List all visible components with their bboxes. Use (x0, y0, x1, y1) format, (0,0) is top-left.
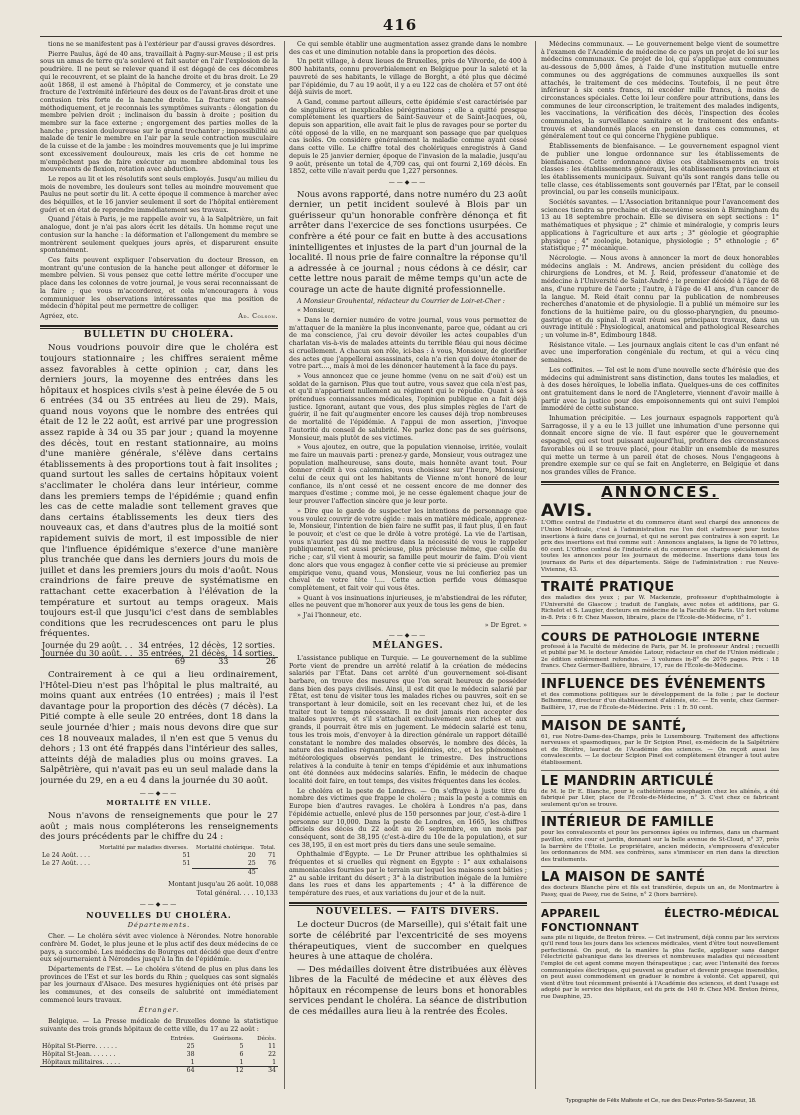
cell: 12 décès, (189, 640, 228, 650)
advertisement (541, 628, 779, 674)
table-total-row (40, 868, 278, 876)
paragraph: Nous voudrions pouvoir dire que le choléra est toujours stationnaire ; les chiffres seraient même assez favorables à cette opinion ; car, dans les derniers jours, la moyenne des entrées dans les hôpitaux et hospices civils s'est à peine élevée de 5 ou 6 entrées (34 ou 35 entrées au lieu de 29). Mais, quand nous voyons que le nombre des entrées qui était de 12 le 22 août, est arrivé par une progression assez rapide à 34 ou 35 par jour ; quand la moyenne des décès, tout en restant stationnaire, au moins d'une manière générale, s'élève dans certains établissements à des proportions tout à fait insolites ; quand surtout les salles de certains hôpitaux voient s'acclimater le choléra dans leur intérieur, comme dans les premiers temps de l'épidémie ; quand enfin les cas de cette maladie sont tellement graves que dans certains établissements les deux tiers des nouveaux cas, et dans d'autres plus de la moitié sont rapidement suivis de mort, il est impossible de nier que l'influence épidémique s'exerce d'une manière plus tranchée que dans les derniers jours du mois de juillet et dans les premiers jours du mois d'août. Nous craindrions de faire preuve de systématisme en rattachant cette exacerbation à l'élévation de la température et surtout au temps orageux. Mais toujours est-il que jusqu'ici c'est dans de semblables conditions que les recrudescences ont paru le plus fréquentes. (40, 343, 278, 640)
mortality-total: Total général. . . . 10,133 (196, 889, 278, 898)
cell: 22 (268, 1050, 276, 1058)
cell: 21 décès, (189, 648, 228, 658)
paragraph: Le choléra et la peste de Londres. — On s'effraye à juste titre du nombre des victimes que frappe le choléra ; mais la peste a commis en Europe bien d'autres ravages. Le choléra à Londres n'a pas, dans l'épidémie actuelle, enlevé plus de 150 personnes par jour, c'est-à-dire 1 personne sur 10,000. Dans la peste de Londres, en 1665, les chiffres officiels des décès du 22 août au 26 septembre, en un mois par conséquent, sont de 38,195 (c'est-à-dire du 10e de la population), et sur ces 38,195, il en est mort près du tiers dans une seule semaine. (289, 786, 527, 849)
ad-text: 61, rue Notre-Dame-des-Champs, près le Luxembourg. Traitement des affections nerveuses et spasmodiques, par le Dr Scipion Pinel, ex-médecin de la Salpêtrière et de Bicêtre, lauréat de l'Académie des sciences. — On reçoit aussi les convalescents. — Le docteur Scipion Pinel est complètement étranger à tout autre établissement. (541, 733, 779, 767)
paragraph: Nous n'avons de renseignements que pour le 27 août ; mais nous compléterons les renseignements des jours précédents par le chiffre du 24 : (40, 810, 278, 843)
column-2 (289, 41, 527, 1091)
table-row (40, 1051, 278, 1059)
paragraph: — Des médailles doivent être distribuées aux élèves libres de la Faculté de médecine et aux élèves des hôpitaux en récompense de leurs bons et honorables services pendant le choléra. La séance de distribution de ces médailles aura lieu à la rentrée des Écoles. (289, 964, 527, 1018)
paragraph: Le docteur Ducros (de Marseille), qui s'était fait une sorte de célébrité par l'excentricité de ses moyens thérapeutiques, vient de succomber en quelques heures à une attaque de choléra. (289, 920, 527, 963)
advertisement (541, 814, 779, 867)
paragraph: Sociétés savantes. — L'Association britannique pour l'avancement des sciences tiendra sa prochaine et dix-neuvième session à Birmingham du 13 au 18 septembre prochain. Elle se divisera en sept sections : 1° mathématiques et physique ; 2° chimie et minéralogie, y compris leurs applications à l'agriculture et aux arts ; 3° géologie et géographie physique ; 4° zoologie, botanique, physiologie ; 5° ethnologie ; 6° statistique ; 7° mécanique. (541, 198, 779, 253)
paragraph: Cher. — Le choléra sévit avec violence à Nérondes. Notre honorable confrère M. Godet, le plus jeune et le plus actif des deux médecins de ce pays, a succombé. Les médecins de Bourges ont décidé que deux d'entre eux séjourneraient à Nérondes jusqu'à la fin de l'épidémie. (40, 932, 278, 964)
cell: 51 (182, 852, 191, 860)
cell: 14 sorties. (232, 648, 276, 658)
subsection-subtitle: Départements. (127, 921, 191, 930)
ad-text: des maladies des yeux ; par W. Mackenzie, professeur d'ophthalmologie à l'Université de Glascow ; traduit de l'anglais, avec notes et additions, par G. Richelot et S. Laugier, docteurs en médecine de la Faculté de Paris. Un fort volume in-8. Prix : 6 fr. Chez Masson, libraire, place de l'École-de-Médecine, n° 1. (541, 595, 779, 621)
paragraph: » J'ai l'honneur, etc. (297, 611, 362, 620)
paragraph: Pierre Paulus, âgé de 40 ans, travaillait à Pagny-sur-Meuse ; il est pris sous un amas de terre qu'a soulevé et fait sauter en l'air l'explosion de la poudrière. Il ne peut se relever quand il est dégagé de ces décombres qui le recouvrent, et se plaint de la hanche droite et du bras droit. Le 29 août 1868, il est amené à l'hôpital de Commercy, et je constate une fracture de l'extrémité inférieure des deux os de l'avant-bras droit et une contusion très forte de la hanche droite. La fracture est pansée méthodiquement, et je reconnais les symptômes suivants : élongation du membre pelvien droit ; inclinaison du bassin à droite ; position du membre sur la face externe ; engorgement des parties molles de la hanche ; pression douloureuse sur le grand trochanter ; impossibilité au malade de tenir le membre en l'air par la seule contraction musculaire de la cuisse et de la jambe : les moindres mouvements que je lui imprime sont excessivement douloureux, mais les cris de cet homme ne m'empêchent pas de faire exécuter au membre abdominal tous les mouvements de flexion, rotation avec abduction. (40, 49, 278, 174)
column-1 (40, 41, 278, 1091)
cell: Le 24 Août. . . . (42, 852, 91, 860)
paragraph: Ces faits peuvent expliquer l'observation du docteur Bresson, en montrant qu'une contusion de la hanche peut allonger et déformer le membre pelvien. Si vous pensez que cette lettre mérite d'occuper une place dans les colonnes de votre journal, je vous serai reconnaissant de la faire ; que vous m'accorderez, et cela m'encouragera à vous communiquer les observations intéressantes que ma position de médecin d'hôpital peut me permettre de colliger. (40, 255, 278, 311)
advertisement (541, 676, 779, 716)
paragraph: L'assistance publique en Turquie. — Le gouvernement de la sublime Porte vient de prendre un arrêté relatif à la création de médecins salariés par l'État. Dans cet arrêté d'un gouvernement soi-disant barbare, on trouve des mesures que l'on serait heureux de posséder dans bien des pays civilisés. Ainsi, il est dit que le médecin salarié par l'État, est tenu de visiter tous les malades riches ou pauvres, soit en se transportant à leur domicile, soit en les recevant chez lui, et de les traiter tout le temps nécessaire. Il ne doit jamais rien accepter des malades pauvres, et s'il s'attachait exclusivement aux riches et aux grands, il pourrait être mis en jugement. Le médecin salarié est tenu, tous les trois mois, d'envoyer à la direction générale un rapport détaillé constatant le nombre des malades observés, le nombre des décès, la nature des maladies régnantes, les épidémies, etc., et les phénomènes météorologiques observés pendant le trimestre. Des instructions relatives à la conduite à tenir en temps d'épidémie et aux inhumations ont été données aux médecins salariés. Enfin, le médecin de chaque localité doit faire, en tout temps, des visites fréquentes dans les écoles. (289, 653, 527, 786)
cell: 64 (186, 1067, 195, 1075)
sign-author: Ad. Colson. (238, 311, 278, 320)
paragraph: » Dans le dernier numéro de votre journal, vous vous permettez de m'attaquer de la manière la plus inconvenante, parce que, cédant au cri de ma conscience, j'ai cru devoir dévoiler les actes coupables d'un charlatan vis-à-vis de malades atteints du terrible fléau qui nous décime si cruellement. A chacun son rôle, ici-bas : à vous, Monsieur, de glorifier des actes que j'appellerai assassinats, cela n'a rien qui doive étonner de votre part...., mais à moi de les dénoncer hautement à la face du pays. (289, 316, 527, 371)
paragraph: Nous avons rapporté, dans notre numéro du 23 août dernier, un petit incident soulevé à Blois par un guérisseur qu'un honorable confrère dénonça et fit arrêter dans l'exercice de ses fonctions usurpées. Ce confrère a été pour ce fait en butte à des accusations inintelligentes et injustes de la part d'un journal de la localité. Il nous prie de faire connaître la réponse qu'il a adressée à ce journal ; nous cédons à ce désir, car cette lettre nous parait de même temps qu'un acte de courage un acte de haute dignité professionnelle. (289, 189, 527, 295)
ornament-divider: ——◆—— (139, 900, 179, 908)
table-header-row (40, 1036, 278, 1044)
section-title-annonces: ANNONCES. (601, 482, 719, 501)
cell: 25 (247, 860, 256, 868)
cell: Le 27 Août. . . . (42, 860, 91, 868)
paragraph: » Vous annoncez que ce jeune homme (venu on ne sait d'où) est un soldat de la garnison. Plus que tout autre, vous savez que cela n'est pas, et qu'il n'appartient nullement au régiment qui le répudie. Quant à ses prétendues connaissances médicales, l'opinion publique en a fait déjà justice. Ignorant, autant que vous, des plus simples règles de l'art de guérir, il ne fait qu'augmenter encore les causes déjà trop nombreuses de mortalité de l'épidémie. A l'appui de mon assertion, j'invoque l'autorité du conseil de salubrité. Ne parlez donc pas de ses guérisons, Monsieur, mais plutôt de ses victimes. (289, 371, 527, 442)
advertisement (541, 579, 779, 625)
cell: 11 (268, 1043, 276, 1051)
cell: Hôpitaux militaires. . . . . (42, 1058, 121, 1066)
ad-title: INFLUENCE DES ÉVÉNEMENTS (541, 676, 766, 692)
paragraph: Inhumation précipitée. — Les journaux espagnols rapportent qu'à Sarragosse, il y a eu le 13 juillet une inhumation d'une personne qui donnait encore signe de vie. Il faut espérer que le gouvernement espagnol, qui est tout puissant aujourd'hui, profitera des circonstances favorables où il se trouve placé, pour établir un ensemble de mesures qui mette un terme à un pareil état de choses. Nous l'engageons à prendre exemple sur ce qui se fait en Angleterre, en Belgique et dans nos grandes villes de France. (541, 414, 779, 476)
section-rule (40, 325, 278, 329)
paragraph: Un petit village, à deux lieues de Bruxelles, près de Vilvorde, de 400 à 800 habitants, connu proverbialement en Belgique pour la saleté et la pauvreté de ses habitants, le village de Borght, a été plus que décimé par l'épidémie, du 7 au 19 août, il y a eu 122 cas de choléra et 57 ont été déjà suivis de mort. (289, 57, 527, 97)
paragraph: Les coffinites. — Tel est le nom d'une nouvelle secte d'hérésie que des médecins qui administrent sans distinction, dans toutes les maladies, et à des doses héroïques, le lobelia inflata. Quelques-uns de ces coffinites ont gratuitement dans le nord de l'Angleterre, viennent d'avoir maille à partir avec la justice pour des empoisonnements qui ont suivi l'emploi immodéré de cette substance. (541, 365, 779, 413)
ad-title: APPAREIL ÉLECTRO-MÉDICAL FONCTIONNANT (541, 907, 779, 934)
ad-text: professé à la Faculté de médecine de Paris, par M. le professeur Andral ; recueilli et publié par M. le docteur Amédée Latour, rédacteur en chef de l'Union médicale ; 2e édition entièrement refondue. — 3 volumes in-8° de 2076 pages. Prix : 18 francs. Chez Germer-Baillière, libraire, 17, rue de l'École-de-Médecine. (541, 643, 779, 670)
cell: 26 (265, 657, 276, 667)
section-rule (289, 902, 527, 906)
ad-title: LE MANDRIN ARTICULÉ (541, 773, 714, 789)
column-divider (535, 41, 536, 1089)
cell: 45 (192, 868, 257, 876)
column-header: Total. (260, 844, 276, 851)
cell: 34 (268, 1067, 276, 1075)
paragraph: Ophthalmie d'Égypte. — Le Dr Pruner attribue les ophthalmies si fréquentes et si cruelles qui règnent en Égypte : 1° aux exhalaisons ammoniacales fournies par le terrain sur lequel les maisons sont bâties ; 2° au sable irritant du désert ; 3° à la distribution inégale de la lumière dans les rues et dans les appartements ; 4° à la différence de température des rues, et aux variations du jour et de la nuit. (289, 850, 527, 897)
cholera-daily-table (40, 642, 278, 666)
ad-title: MAISON DE SANTÉ, (541, 718, 687, 734)
table-row (40, 650, 278, 658)
subsection-title: MORTALITÉ EN VILLE. (106, 799, 212, 808)
ad-text: sans pile ni liquide, de Breton frères. — Cet instrument, déjà connu par les services qu'il rend tous les jours dans les sciences médicales, vient d'être tout nouvellement perfectionné. On peut, de la manière la plus facile, appliquer sans danger l'électricité galvanique dans les diverses et nombreuses maladies qui nécessitent l'emploi de cet agent comme moyen thérapeutique ; car, avec l'intensité des forces communiquées électriques, qui peuvent se graduer et devenir presque insensibles, on peut aussi commodément en graduer le nombre à volonté. Cet appareil, qui vient d'être tout récemment présenté à l'Académie des sciences, et dont l'usage est adopté par le service des hôpitaux, est du prix de 140 fr. Chez MM. Breton frères, rue Dauphine, 25. (541, 934, 779, 1000)
ad-title: LA MAISON DE SANTÉ (541, 870, 706, 886)
advertisement (541, 718, 779, 771)
paragraph: Contrairement à ce qui a lieu ordinairement, l'Hôtel-Dieu n'est pas l'hôpital le plus maltraité, au moins quant aux entrées (10 entrées) ; mais il l'est davantage pour la proportion des décès (7 décès). La Pitié compte à elle seule 20 entrées, dont 18 dans la seule journée d'hier ; mais nous devons dire que sur ces 18 nouveaux malades, il n'en est que 5 venus du dehors ; 13 ont été frappés dans l'intérieur des salles, atteints déjà de maladies plus ou moins graves. La Salpêtrière, qui n'avait pas eu un seul malade dans la journée du 29, en a eu 4 dans la journée du 30 août. (40, 670, 278, 786)
column-3 (541, 41, 779, 1091)
cell: 33 (218, 657, 229, 667)
table-row (40, 1059, 278, 1067)
letter-signature: » Dr Egret. » (484, 620, 527, 629)
mortality-table (40, 845, 278, 877)
table-total-row (40, 658, 278, 666)
paragraph: Établissements de bienfaisance. — Le gouvernement espagnol vient de publier une longue ordonnance sur les établissements de bienfaisance. Cette ordonnance divise ces établissements en trois classes : les établissements généraux, les établissements provinciaux et les établissements municipaux. Suivant qu'ils sont rangés dans telle ou telle classe, ces établissements sont gouvernés par l'État, par le conseil provincial, ou par les conseils municipaux. (541, 142, 779, 197)
row-label: Journée du 30 août. . . (42, 648, 133, 658)
paragraph: Nécrologie. — Nous avons à annoncer la mort de deux honorables médecins anglais : M. Andrews, ancien président du collège des chirurgiens de Londres, et M. J. Reid, professeur d'anatomie et de médecine à l'Université de Saint-André ; le premier décédé à l'âge de 68 ans, d'une rupture de l'aorte ; l'autre, à l'âge de 41 ans, d'un cancer de la langue. M. Reid était connu par la publication de nombreuses recherches d'anatomie et de physiologie. Il a publié un mémoire sur les fonctions de la huitième paire, ou du glosso-pharyngien, du pneumo-gastrique et du spinal. Il avait réuni ses principaux travaux, dans un ouvrage intitulé : Physiological, anatomical and pathological Researches ; un volume in-8°, Edimbourg 1848. (541, 253, 779, 340)
hospital-table (40, 1036, 278, 1076)
cell: 71 (268, 852, 276, 860)
ad-text: des docteurs Blanche père et fils est transférée, depuis un an, de Montmartre à Passy, quai de Passy, rue de Seine, n° 2 (hors barrière). (541, 885, 779, 898)
cell: 69 (174, 657, 186, 667)
column-header: Entrées. (170, 1035, 195, 1042)
paragraph: Résistance vitale. — Les journaux anglais citent le cas d'un enfant né avec une imperforation congéniale du rectum, et qui a vécu cinq semaines. (541, 340, 779, 365)
advertisement (541, 869, 779, 902)
paragraph: Départements de l'Est. — Le choléra s'étend de plus en plus dans les provinces de l'Est et sur les bords du Rhin ; quelques cas sont signalés par les journaux d'Alsace. Des mesures hygiéniques ont été prises par les communes, et des conseils de salubrité ont immédiatement commencé leurs travaux. (40, 964, 278, 1004)
advertisement (541, 773, 779, 813)
section-title-melanges: MÉLANGES. (372, 641, 444, 652)
ornament-divider: ——◆—— (139, 789, 179, 797)
cell: 38 (186, 1050, 195, 1058)
table-row (40, 1043, 278, 1051)
paragraph: » Quant à vos insinuations injurieuses, je m'abstiendrai de les réfuter, elles ne peuvent que m'honorer aux yeux de tous les gens de bien. (289, 593, 527, 610)
ad-title: AVIS. (541, 501, 593, 522)
row-label: Journée du 29 août. . . (42, 640, 133, 650)
column-divider (284, 41, 285, 1089)
column-header: Mortalité par maladies diverses. (99, 844, 188, 851)
subsection-subtitle: Étranger. (138, 1006, 180, 1015)
paragraph: Quand j'étais à Paris, je me rappelle avoir vu, à la Salpêtrière, un fait analogue, dont je n'ai pas alors écrit les détails. Un homme reçut une contusion sur la hanche : la déformation et l'allongement du membre se montrèrent seulement quelques jours après, et disparurent ensuite spontanément. (40, 215, 278, 255)
header-rule (40, 36, 782, 37)
printer-imprint: Typographie de Félix Malteste et Ce, rue des Deux-Portes-St-Sauveur, 18. (565, 1098, 757, 1104)
cell: 1 (272, 1058, 276, 1066)
advertisement (541, 500, 779, 577)
mortality-cumulative: Montant jusqu'au 26 août. 10,088 (168, 879, 278, 888)
cell: 12 sorties. (232, 640, 276, 650)
ad-title: COURS DE PATHOLOGIE INTERNE (541, 629, 761, 644)
paragraph: Le repos au lit et les résolutifs sont seuls employés. Jusqu'au milieu du mois de novembre, les douleurs sont telles au moindre mouvement que Paulus ne peut sortir du lit. A cette époque il commence à marcher avec des béquilles, et le 16 janvier seulement il sort de l'hôpital entièrement guéri et en état de reprendre immédiatement ses travaux. (40, 174, 278, 214)
subsection-title: NOUVELLES DU CHOLÉRA. (86, 909, 232, 920)
paragraph: Médecins communaux. — Le gouvernement belge vient de soumettre à l'examen de l'Académie de médecine de ce pays un projet de loi sur les médecins communaux. Ce projet de loi, qui s'applique aux communes au-dessous de 5,000 âmes, à l'aide d'une institution mutuelle entre communes ou des aggrégations de communes auxquelles ils sont attachés, le traitement de ces médecins. Toutefois, il ne peut être inférieur à six cents francs, ni excéder mille francs, à moins de circonstances spéciales. Cette loi leur confère pour attributions, dans les communes de leur circonscription, le traitement des malades indigents, les vaccinations, la vérification des décès, l'inspection des écoles communales, la surveillance sanitaire et le traitement des enfants-trouvés et abandonnés placés en pension dans ces communes, et généralement tout ce qui concerne l'hygiène publique. (541, 41, 779, 141)
ad-text: pour les convalescents et pour les personnes âgées ou infirmes, dans un charmant pavillon, entre cour et jardin, donnant sur la belle avenue de St-Cloud, n° 37, près la barrière de l'Étoile. Le propriétaire, ancien médecin, s'empressera d'exécuter les ordonnances de MM. ses confrères, sans s'immiscer en rien dans la direction des traitements. (541, 830, 779, 863)
ad-text: L'Office central de l'industrie et du commerce étant seul chargé des annonces de l'Union Médicale, c'est à l'administration rue l'on doit s'adresser pour toutes insertions à faire dans ce journal, et qui ne seront pas contraires à son esprit. Le prix des insertions est fixé comme suit : Annonces anglaises, la ligne de 70 lettres, 60 cent. L'Office central de l'industrie et du commerce se charge spécialement de toutes les annonces pour les journaux de médecine. Insertions dans tous les journaux de Paris et des départements. Siége de l'administration : rue Neuve-Vivienne, 43. (541, 520, 779, 573)
section-title-nouvelles: NOUVELLES. — FAITS DIVERS. (316, 906, 500, 917)
paragraph: tions ne se manifestent pas à l'extérieur par d'aussi graves désordres. (48, 41, 276, 48)
table-row (40, 852, 278, 860)
ornament-divider: ——◆—— (388, 632, 428, 640)
paragraph: » Dire que le garde de suspecter les intentions de personnage que vous voulez couvrir de votre égide : mais en matière médicale, apprenez-le, Monsieur, l'intention de bien faire ne suffit pas, il faut plus, il en faut le pouvoir, et c'est ce que le drôle à votre protégé. La vie de l'artisan, vous n'auriez pas dû me mettre dans la nécessité de vous le rappeler publiquement, est aussi précieuse, plus précieuse même, que celle du riche ; car, s'il vient à mourir, sa famille peut mourir de faim. D'où vient donc alors que vous engagez à confier cette vie si précieuse au premier empirique venu, quand vous, Monsieur, vous ne lui confieriez pas un cheval de votre tête !.... Cette action perfide vous démasque complètement, et fait voir qui vous êtes. (289, 506, 527, 592)
paragraph: Belgique. — La Presse médicale de Bruxelles donne la statistique suivante des trois grands hôpitaux de cette ville, du 17 au 22 août : (40, 1017, 278, 1033)
section-title-cholera: BULLETIN DU CHOLÉRA. (83, 329, 235, 340)
ad-title: TRAITÉ PRATIQUE (541, 580, 675, 596)
ornament-divider: ——◆—— (388, 178, 428, 186)
advertisement (541, 905, 779, 1004)
paragraph: A Gand, comme partout ailleurs, cette épidémie s'est caractérisée par de singulières et inexplicables pérégrinations ; elle a quitté presque complètement les quartiers de Saint-Sauveur et de Saint-Jacques, où, depuis son apparition, elle avait fait le plus de ravages pour se porter du côté opposé de la ville, en ne marquant son passage que par quelques cas isolés. On considère généralement la maladie comme ayant cessé dans cette ville. Le chiffre total des cholériques enregistrés à Gand depuis le 25 janvier dernier, époque de l'invasion de la maladie, jusqu'au 9 août, présente un total de 4,709 cas, qui ont fourni 2,169 décès. En 1852, cette ville n'avait perdu que 1,227 personnes. (289, 97, 527, 176)
cell: 25 (186, 1043, 195, 1051)
cell: 6 (239, 1050, 244, 1058)
cell: 34 entrées, (138, 640, 185, 650)
cell: 76 (268, 860, 276, 868)
cell: 51 (182, 860, 191, 868)
sign-salutation: Agréez, etc. (40, 311, 79, 320)
table-total-row (40, 1067, 278, 1075)
cell: Hôpital St-Jean. . . . . . . (42, 1050, 116, 1058)
column-header: Guérisons. (213, 1035, 244, 1042)
cell: 12 (235, 1067, 244, 1075)
table-row (40, 860, 278, 868)
cell: 20 (247, 852, 256, 860)
paragraph: » Vous ajoutez, en outre, que la population viennoise, irritée, voulait me faire un mauvais parti : prenez-y garde, Monsieur, vous outragez une population malheureuse, sans doute, mais honnête avant tout. Pour donner crédit à vos calomnies, vous choisissez sur l'heure, Monsieur, celui de ceux qui ont les habitants de Vienne m'ont honoré de leur confiance, ils n'ont cessé et ne cessent encore de me donner des marques d'estime ; comme moi, je ne cesse également chaque jour de leur prouver l'affection sincère que je leur porte. (289, 443, 527, 506)
column-header: Mortalité cholérique. (196, 844, 255, 851)
cell: 1 (239, 1058, 244, 1066)
cell: 5 (239, 1043, 244, 1051)
letter-salutation: « Monsieur, (297, 306, 336, 315)
signature-line (40, 313, 278, 321)
column-header: Décès. (257, 1035, 276, 1042)
table-header-row (40, 845, 278, 853)
paragraph: Ce qui semble établir une augmentation assez grande dans le nombre des cas et une diminution notable dans la proportion des décès. (289, 41, 527, 56)
page-number: 416 (382, 16, 418, 34)
ad-text: de M. le Dr E. Blanche, pour le cathétérisme œsophagien chez les aliénés, a été fabriqué par Lüer, place de l'École-de-Médecine, n° 3. C'est chez ce fabricant seulement qu'on se trouve. (541, 788, 779, 808)
cell: Hôpital St-Pierre. . . . . . (42, 1043, 118, 1051)
letter-address: A Monsieur Grouhental, rédacteur du Courrier de Loir-et-Cher : (297, 296, 505, 305)
ad-text: et des commotions politiques sur le développement de la folie ; par le docteur Belhomme, directeur d'un établissement d'aliénés, etc. — En vente, chez Germer-Baillière, 17, rue de l'École-de-Médecine. Prix : 1 fr. 50 cent. (541, 691, 779, 712)
ad-title: INTÉRIEUR DE FAMILLE (541, 815, 715, 831)
cell: 35 entrées, (138, 648, 185, 658)
cell: 1 (190, 1058, 195, 1066)
